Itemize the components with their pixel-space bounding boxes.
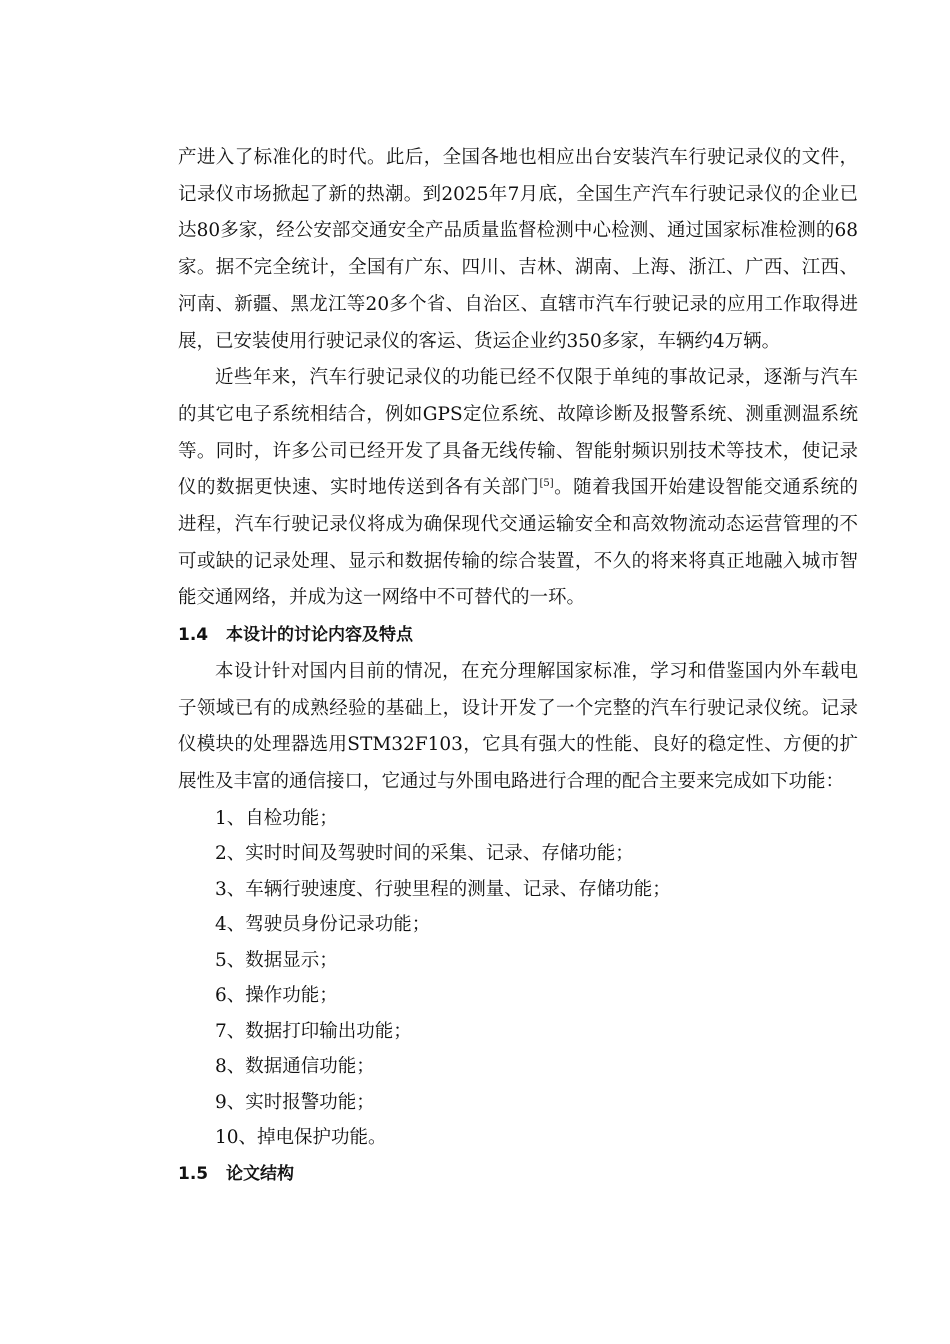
paragraph-recent-years	[178, 360, 858, 617]
section-title: 本设计的讨论内容及特点	[226, 625, 413, 646]
section-heading-1-5	[178, 1156, 858, 1193]
citation-ref: [5]	[539, 478, 554, 490]
list-item: 8、数据通信功能；	[215, 1056, 375, 1078]
paragraph-design-intro: 本设计针对国内目前的情况，在充分理解国家标准，学习和借鉴国内外车载电子领域已有的成熟经验的基础上，设计开发了一个完整的汽车行驶记录仪统。记录仪模块的处理器选用STM32F103，它具有强大的性能、良好的稳定性、方便的扩展性及丰富的通信接口，它通过与外围电路进行合理的配合主要来完成如下功能：	[178, 660, 858, 792]
document-page	[178, 140, 858, 1192]
list-item: 2、实时时间及驾驶时间的采集、记录、存储功能；	[215, 843, 634, 865]
list-item: 3、车辆行驶速度、行驶里程的测量、记录、存储功能；	[215, 878, 671, 900]
paragraph-standardization: 产进入了标准化的时代。此后，全国各地也相应出台安装汽车行驶记录仪的文件，记录仪市场掀起了新的热潮。到2025年7月底，全国生产汽车行驶记录仪的企业已达80多家，经公安部交通安全产品质量监督检测中心检测、通过国家标准检测的68家。据不完全统计，全国有广东、四川、吉林、湖南、上海、浙江、广西、江西、河南、新疆、黑龙江等20多个省、自治区、直辖市汽车行驶记录的应用工作取得进展，已安装使用行驶记录仪的客运、货运企业约350多家，车辆约4万辆。	[178, 147, 858, 352]
section-number: 1.5	[178, 1163, 209, 1184]
list-item: 4、驾驶员身份记录功能；	[215, 914, 431, 936]
section-title: 论文结构	[226, 1163, 294, 1184]
section-number: 1.4	[178, 625, 209, 646]
paragraph-recent-years-text-cont: 。随着我国开始建设智能交通系统的进程，汽车行驶记录仪将成为确保现代交通运输安全和高效物流动态运营管理的不可或缺的记录处理、显示和数据传输的综合装置，不久的将来将真正地融入城市智能交通网络，并成为这一网络中不可替代的一环。	[178, 477, 858, 609]
list-item: 5、数据显示；	[215, 949, 338, 971]
paragraph-recent-years-text: 近些年来，汽车行驶记录仪的功能已经不仅限于单纯的事故记录，逐渐与汽车的其它电子系统相结合，例如GPS定位系统、故障诊断及报警系统、测重测温系统等。同时，许多公司已经开发了具备无线传输、智能射频识别技术等技术，使记录仪的数据更快速、实时地传送到各有关部门	[178, 367, 858, 499]
list-item: 10、掉电保护功能。	[215, 1127, 387, 1149]
function-list	[178, 801, 858, 1156]
list-item: 9、实时报警功能；	[215, 1091, 375, 1113]
list-item: 6、操作功能；	[215, 985, 338, 1007]
list-item: 1、自检功能；	[215, 807, 338, 829]
list-item: 7、数据打印输出功能；	[215, 1020, 412, 1042]
section-heading-1-4	[178, 617, 858, 654]
